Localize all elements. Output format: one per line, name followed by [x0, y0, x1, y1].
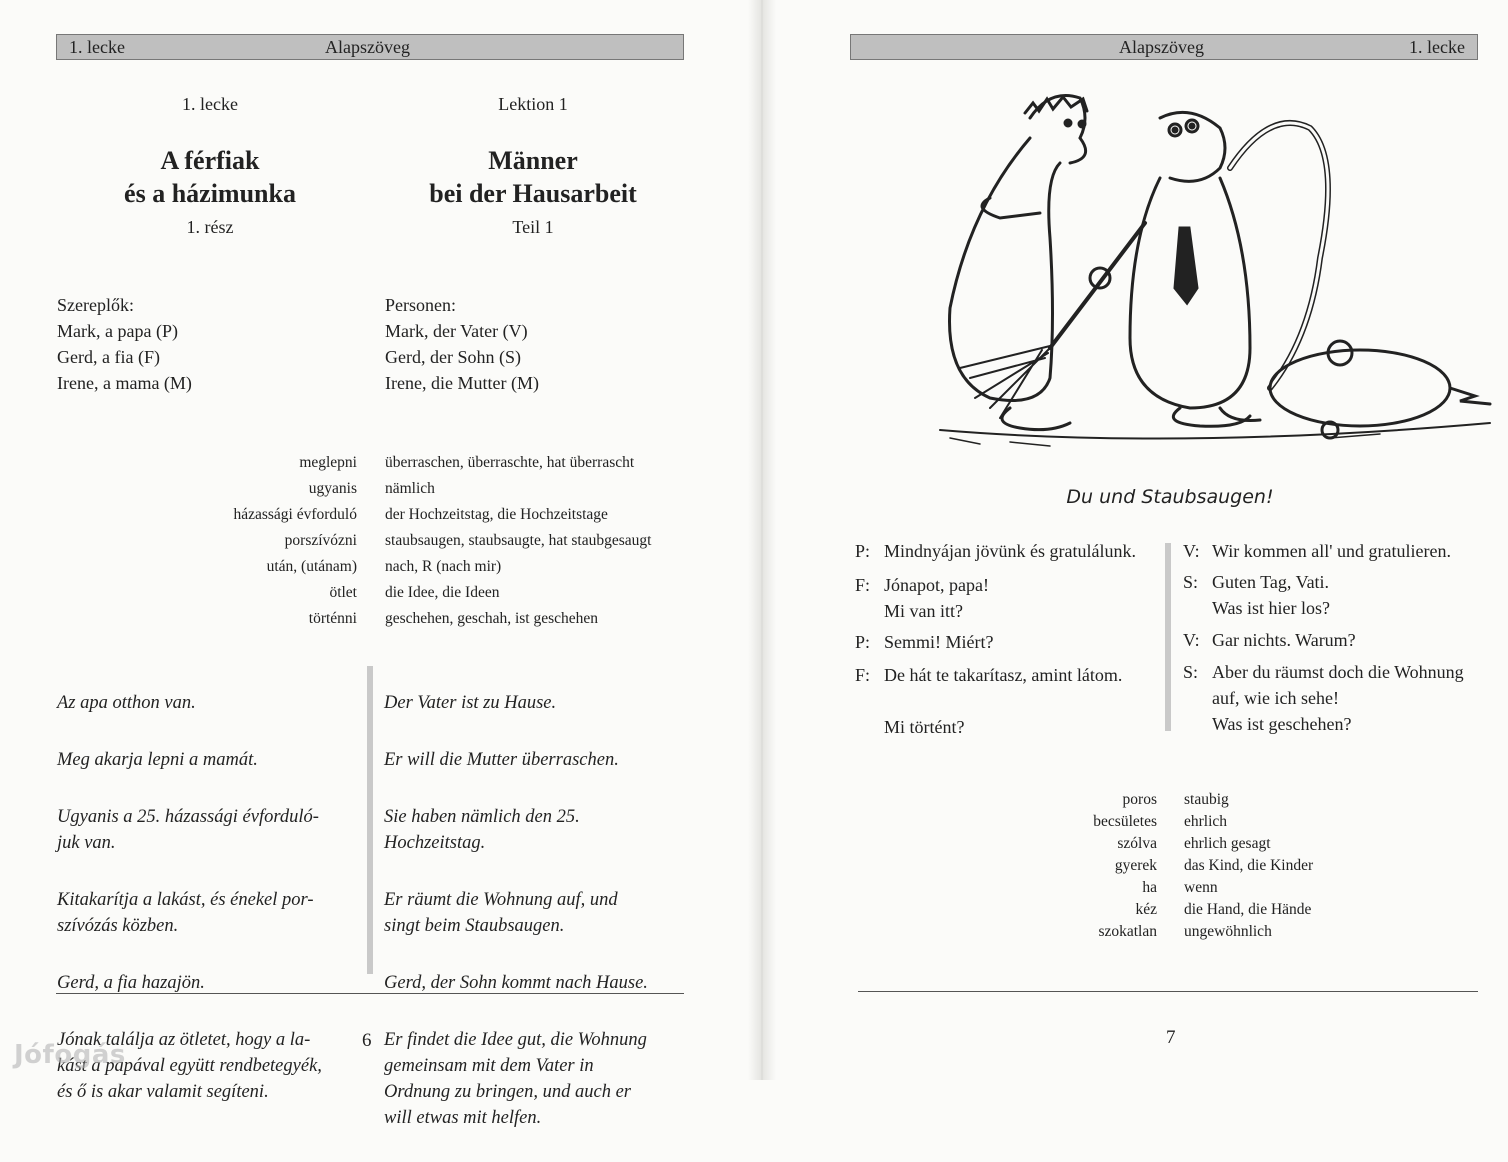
cast-heading-hu: Szereplők: — [57, 295, 134, 315]
vocab-hu-word: szólva — [1117, 835, 1157, 852]
vocab-de-word: nach, R (nach mir) — [385, 558, 502, 575]
vocab-de-word: ehrlich gesagt — [1184, 835, 1271, 852]
cast-heading-de: Personen: — [385, 295, 456, 315]
title-de-line-1: Männer — [488, 146, 578, 175]
title-de-line-2: bei der Hausarbeit — [429, 179, 637, 208]
vocab-hu-word: meglepni — [299, 454, 357, 471]
vocab-hu-word: történni — [308, 610, 357, 627]
speaker-tag: S: — [1183, 572, 1199, 592]
speaker-tag: P: — [855, 632, 871, 652]
left-footer-rule — [56, 993, 684, 994]
dialogue-line — [1183, 685, 1339, 711]
vocab-de-word: ungewöhnlich — [1184, 923, 1272, 940]
dialogue-hu — [855, 538, 1155, 748]
speaker-tag: S: — [1183, 662, 1199, 682]
vocab-hu-word: poros — [1122, 791, 1157, 808]
cartoon-illustration — [930, 78, 1505, 468]
vocab-hu-word: szokatlan — [1098, 923, 1157, 940]
right-header-lesson: 1. lecke — [1409, 37, 1465, 57]
cast-item: Irene, die Mutter (M) — [385, 373, 539, 393]
speaker-tag: P: — [855, 541, 871, 561]
vocab-hu-word: gyerek — [1114, 857, 1157, 874]
cast-item: Irene, a mama (M) — [57, 373, 192, 393]
vocab-hu-word: kéz — [1135, 901, 1157, 918]
vocab-de-word: wenn — [1184, 879, 1218, 896]
dialogue-text: Mi van itt? — [884, 601, 963, 621]
speaker-tag: V: — [1183, 630, 1200, 650]
vocab-de-column-right — [1184, 789, 1434, 943]
dialogue-text: Jónapot, papa! — [884, 575, 989, 595]
dialogue-line — [1183, 627, 1356, 653]
reading-paragraph: Jónak találja az ötletet, hogy a la- kást a papával együtt rendbetegyék, és ő is akar valamit segíteni. — [57, 1030, 322, 1102]
reading-paragraph: Meg akarja lepni a mamát. — [57, 750, 258, 770]
title-hu — [60, 144, 360, 210]
page-number-left: 6 — [362, 1030, 372, 1051]
dialogue-line — [855, 629, 993, 655]
dialogue-text: Aber du räumst doch die Wohnung — [1212, 662, 1464, 682]
cast-item: Gerd, a fia (F) — [57, 347, 160, 367]
vocab-de-word: die Idee, die Ideen — [385, 584, 500, 601]
translation-divider-bar — [367, 666, 373, 974]
dialogue-text: Semmi! Miért? — [884, 632, 994, 652]
vocab-hu-word: után, (utánam) — [266, 558, 357, 575]
title-hu-line-2: és a házimunka — [124, 179, 296, 208]
reading-text-de — [384, 664, 684, 1162]
dialogue-text: Mindnyájan jövünk és gratulálunk. — [884, 541, 1136, 561]
dialogue-de — [1183, 538, 1493, 748]
dialogue-line — [855, 662, 1122, 688]
dialogue-line — [855, 598, 963, 624]
dialogue-text: auf, wie ich sehe! — [1212, 688, 1339, 708]
right-header-section: Alapszöveg — [1119, 37, 1204, 57]
speaker-tag: F: — [855, 665, 871, 685]
vocab-de-word: überraschen, überraschte, hat überrascht — [385, 454, 635, 471]
vocab-hu-column-right — [1000, 789, 1157, 949]
site-watermark-logo: Jófogás — [14, 1040, 126, 1070]
speaker-tag: V: — [1183, 541, 1200, 561]
vocab-hu-word: házassági évforduló — [233, 506, 357, 523]
reading-paragraph: Az apa otthon van. — [57, 693, 196, 713]
left-header-lesson: 1. lecke — [69, 37, 125, 57]
speaker-tag: F: — [855, 575, 871, 595]
title-de — [383, 144, 683, 210]
dialogue-text: Wir kommen all' und gratulieren. — [1212, 541, 1451, 561]
reading-paragraph: Sie haben nämlich den 25. Hochzeitstag. — [384, 807, 580, 853]
dialogue-text: De hát te takarítasz, amint látom. — [884, 665, 1123, 685]
cast-item: Mark, der Vater (V) — [385, 321, 528, 341]
vocab-hu-word: ugyanis — [308, 480, 357, 497]
dialogue-text: Mi történt? — [884, 717, 965, 737]
reading-paragraph: Er findet die Idee gut, die Wohnung gemeinsam mit dem Vater in Ordnung zu bringen, und auch er will etwas mit helfen. — [384, 1030, 647, 1128]
vocab-hu-column — [150, 450, 357, 640]
left-header-section: Alapszöveg — [325, 37, 410, 57]
vocab-hu-word: porszívózni — [284, 532, 357, 549]
part-label-hu: 1. rész — [186, 217, 234, 237]
cast-item: Mark, a papa (P) — [57, 321, 178, 341]
lesson-label-hu: 1. lecke — [182, 94, 238, 114]
reading-paragraph: Gerd, der Sohn kommt nach Hause. — [384, 973, 648, 993]
vocab-de-word: die Hand, die Hände — [1184, 901, 1312, 918]
vocab-de-word: staubig — [1184, 791, 1229, 808]
dialogue-line — [855, 714, 964, 740]
vocab-de-word: staubsaugen, staubsaugte, hat staubgesaugt — [385, 532, 652, 549]
reading-paragraph: Gerd, a fia hazajön. — [57, 973, 205, 993]
cast-item: Gerd, der Sohn (S) — [385, 347, 521, 367]
vocab-hu-word: becsületes — [1093, 813, 1157, 830]
right-header-bar — [850, 34, 1478, 60]
reading-paragraph: Der Vater ist zu Hause. — [384, 693, 557, 713]
book-gutter — [748, 0, 776, 1080]
vocab-de-word: geschehen, geschah, ist geschehen — [385, 610, 599, 627]
dialogue-text: Gar nichts. Warum? — [1212, 630, 1356, 650]
dialogue-line — [1183, 538, 1451, 564]
lesson-label-de: Lektion 1 — [498, 94, 568, 114]
dialogue-text: Guten Tag, Vati. — [1212, 572, 1330, 592]
dialogue-line — [1183, 569, 1329, 595]
vocab-de-column — [385, 450, 685, 632]
cast-list-hu — [57, 292, 357, 396]
dialogue-text: Was ist hier los? — [1212, 598, 1331, 618]
part-label-de: Teil 1 — [512, 217, 554, 237]
cast-list-de — [385, 292, 685, 396]
reading-paragraph: Er will die Mutter überraschen. — [384, 750, 619, 770]
dialogue-text: Was ist geschehen? — [1212, 714, 1352, 734]
vocab-hu-word: ha — [1142, 879, 1157, 896]
vocab-de-word: das Kind, die Kinder — [1184, 857, 1314, 874]
dialogue-line — [855, 572, 989, 598]
vocab-de-word: ehrlich — [1184, 813, 1228, 830]
vocab-hu-word: ötlet — [329, 584, 357, 601]
cartoon-caption: Du und Staubsaugen! — [1066, 486, 1274, 508]
dialogue-line — [1183, 711, 1352, 737]
page-number-right: 7 — [1166, 1027, 1176, 1048]
dialogue-divider-bar — [1165, 543, 1171, 731]
reading-paragraph: Kitakarítja a lakást, és énekel por- szívózás közben. — [57, 890, 314, 936]
dialogue-line — [1183, 659, 1464, 685]
vocab-de-word: der Hochzeitstag, die Hochzeitstage — [385, 506, 608, 523]
reading-paragraph: Ugyanis a 25. házassági évforduló- juk van. — [57, 807, 319, 853]
dialogue-line — [1183, 595, 1330, 621]
left-header-bar — [56, 34, 684, 60]
title-hu-line-1: A férfiak — [160, 146, 260, 175]
right-footer-rule — [858, 991, 1478, 992]
reading-paragraph: Er räumt die Wohnung auf, und singt beim Staubsaugen. — [384, 890, 618, 936]
dialogue-line — [855, 538, 1136, 564]
vocab-de-word: nämlich — [385, 480, 435, 497]
